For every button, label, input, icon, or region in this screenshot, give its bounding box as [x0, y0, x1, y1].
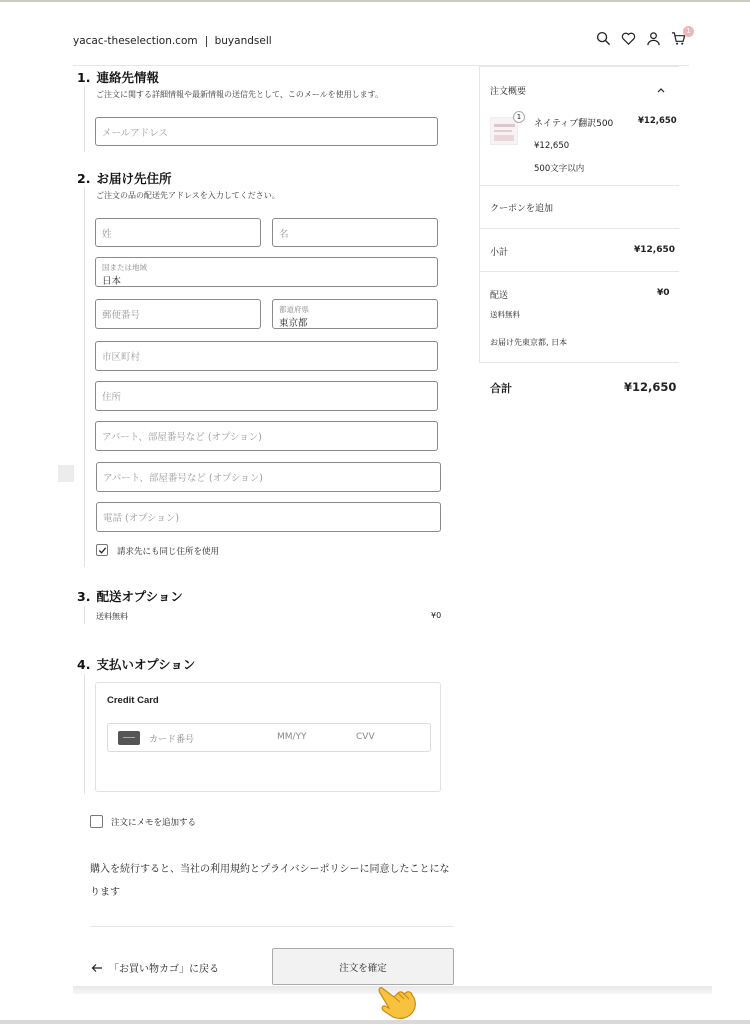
street-address-placeholder: 住所	[102, 392, 122, 403]
country-label: 国または地域	[102, 263, 147, 272]
pointing-hand-icon	[374, 978, 418, 1024]
email-field[interactable]	[95, 117, 438, 146]
contact-section-title	[77, 68, 159, 86]
section-guide-line	[84, 606, 85, 624]
account-user-icon[interactable]	[646, 31, 661, 46]
apartment-placeholder: アパート、部屋番号など (オプション)	[102, 432, 262, 443]
section-guide-line	[84, 86, 85, 152]
street-address-field[interactable]	[95, 381, 438, 411]
same-billing-label: 請求先にも同じ住所を使用	[117, 547, 220, 557]
add-coupon-link[interactable]: クーポンを追加	[490, 204, 554, 214]
chevron-up-icon[interactable]	[657, 87, 665, 93]
credit-card-panel	[95, 682, 441, 792]
postal-code-placeholder: 郵便番号	[102, 310, 141, 321]
apartment-field-duplicate[interactable]	[96, 462, 441, 492]
summary-divider	[479, 271, 679, 272]
email-placeholder: メールアドレス	[102, 127, 169, 139]
left-edge-marker	[58, 465, 74, 482]
item-price: ¥12,650	[638, 116, 677, 126]
credit-card-title: Credit Card	[107, 695, 159, 706]
back-to-cart-label: 「お買い物カゴ」に戻る	[109, 964, 219, 975]
section-number: 4.	[77, 657, 91, 672]
section-number: 3.	[77, 589, 91, 604]
cart-count-badge: 1	[683, 26, 694, 37]
expiry-placeholder: MM/YY	[277, 732, 307, 742]
add-memo-label: 注文にメモを追加する	[111, 818, 197, 828]
terms-agreement-text: 購入を続行すると、当社の利用規約とプライバシーポリシーに同意したことになります	[90, 864, 450, 898]
summary-divider	[479, 185, 679, 186]
first-name-field[interactable]	[272, 218, 438, 247]
card-number-placeholder: カード番号	[149, 735, 195, 745]
subtotal-label: 小計	[490, 248, 509, 258]
add-memo-checkbox[interactable]	[90, 815, 103, 828]
phone-field[interactable]	[96, 502, 441, 532]
shipping-option-price: ¥0	[431, 611, 442, 620]
wishlist-heart-icon[interactable]	[621, 31, 636, 46]
address-description: ご注文の品の配送先アドレスを入力してください。	[96, 191, 280, 200]
apartment-placeholder: アパート、部屋番号など (オプション)	[103, 473, 263, 484]
shipping-label: 配送	[490, 291, 509, 301]
phone-placeholder: 電話 (オプション)	[103, 513, 180, 524]
address-section-title	[77, 169, 171, 187]
search-icon[interactable]	[596, 31, 611, 46]
item-quantity-badge: 1	[513, 111, 525, 123]
summary-divider	[479, 362, 679, 363]
item-name: ネイティブ翻訳500	[534, 119, 614, 129]
bottom-edge	[0, 1020, 750, 1024]
apartment-field[interactable]	[95, 421, 438, 451]
shipping-value: ¥0	[657, 288, 670, 298]
section-heading: 連絡先情報	[96, 70, 159, 85]
place-order-label: 注文を確定	[339, 962, 387, 974]
contact-description: ご注文に関する詳細情報や最新情報の送信先として、このメールを使用します。	[96, 90, 384, 99]
summary-left-border	[479, 66, 480, 363]
shipping-section-title	[77, 587, 183, 605]
actions-divider	[90, 926, 454, 927]
cvv-placeholder: CVV	[356, 732, 375, 742]
total-value: ¥12,650	[624, 380, 677, 394]
site-header	[0, 0, 750, 66]
arrow-left-icon	[91, 963, 103, 973]
country-value: 日本	[102, 276, 122, 287]
ship-to-address: お届け先東京都, 日本	[490, 338, 568, 347]
header-icons	[596, 27, 691, 46]
section-heading: お届け先住所	[96, 171, 172, 186]
last-name-field[interactable]	[95, 218, 261, 247]
site-brand[interactable]	[73, 35, 272, 47]
prefecture-value: 東京都	[279, 318, 308, 329]
prefecture-label: 都道府県	[279, 305, 309, 314]
shipping-note: 送料無料	[490, 310, 520, 319]
section-heading: 配送オプション	[96, 589, 183, 604]
back-to-cart-link[interactable]	[91, 960, 219, 975]
section-number: 1.	[77, 70, 91, 85]
section-heading: 支払いオプション	[96, 657, 196, 672]
city-field[interactable]	[95, 341, 438, 371]
card-details-field[interactable]	[107, 723, 431, 752]
city-placeholder: 市区町村	[102, 352, 141, 363]
shipping-option-label: 送料無料	[96, 612, 128, 621]
prefecture-select[interactable]	[272, 299, 438, 329]
summary-title: 注文概要	[490, 87, 527, 97]
place-order-button[interactable]	[272, 948, 454, 985]
country-select[interactable]	[95, 257, 438, 287]
item-unit-price: ¥12,650	[534, 141, 570, 151]
last-name-placeholder: 姓	[102, 228, 112, 240]
summary-top-divider	[479, 66, 679, 67]
checkmark-icon	[98, 546, 107, 555]
summary-divider	[479, 228, 679, 229]
subtotal-value: ¥12,650	[634, 245, 675, 255]
first-name-placeholder: 名	[279, 228, 289, 240]
section-number: 2.	[77, 171, 91, 186]
total-label: 合計	[490, 382, 512, 395]
credit-card-icon	[118, 731, 140, 745]
payment-section-title	[77, 655, 195, 673]
brand-divider	[206, 36, 207, 47]
site-domain: yacac-theselection.com	[73, 35, 198, 47]
cart-icon[interactable]	[671, 27, 691, 46]
same-billing-checkbox[interactable]	[96, 544, 108, 556]
section-guide-line	[84, 187, 85, 567]
item-variant: 500文字以内	[534, 164, 585, 174]
section-guide-line	[84, 674, 85, 794]
postal-code-field[interactable]	[95, 299, 261, 329]
brand-name: buyandsell	[214, 35, 272, 47]
